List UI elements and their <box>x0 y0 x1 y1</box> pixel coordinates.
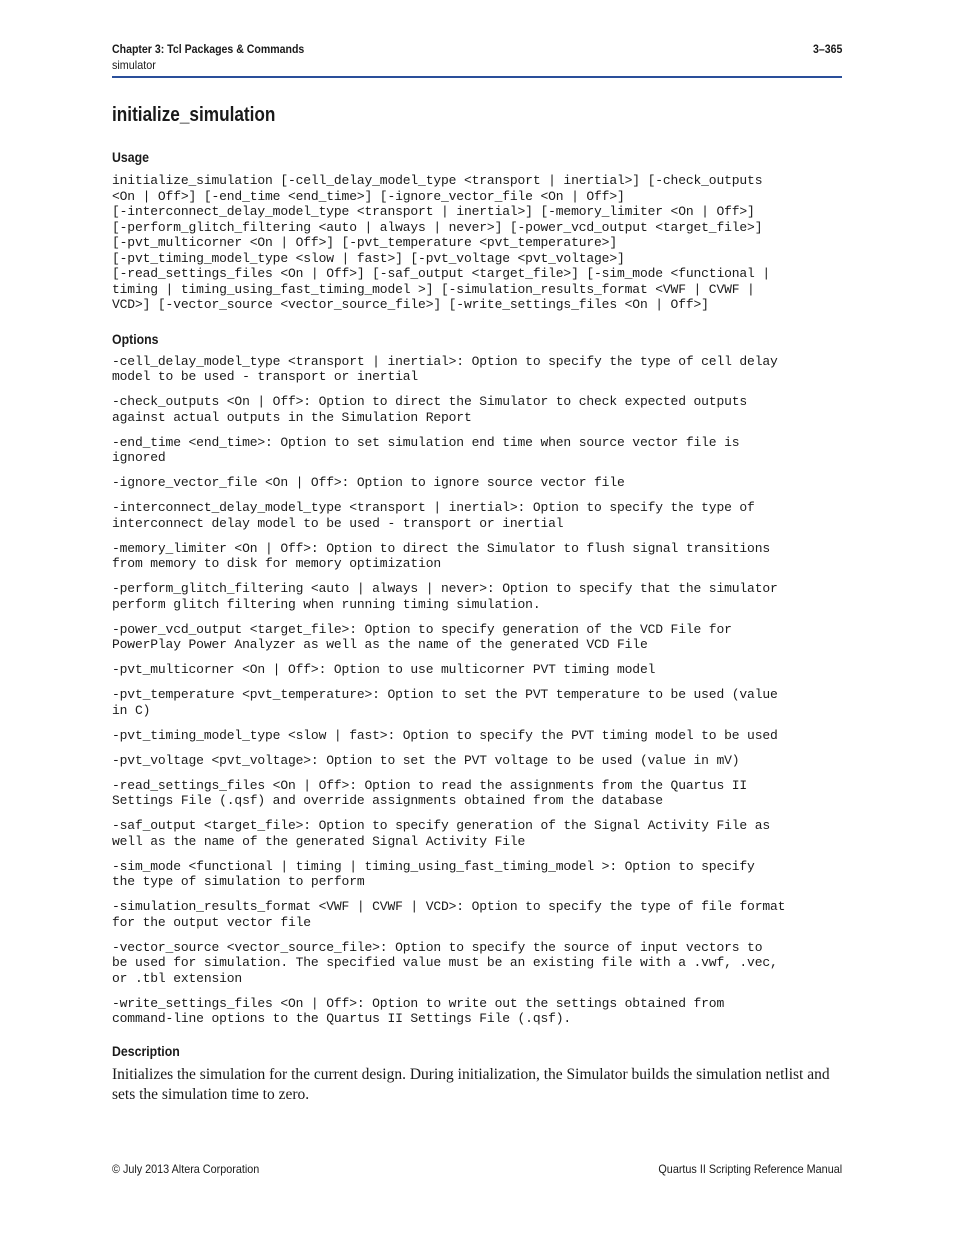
section-name: simulator <box>112 58 156 72</box>
option-item: -ignore_vector_file <On | Off>: Option to ignore source vector file <box>112 475 625 490</box>
option-item: -pvt_temperature <pvt_temperature>: Option to set the PVT temperature to be used (value in C) <box>112 687 778 718</box>
description-section <box>112 1043 847 1105</box>
footer-copyright: © July 2013 Altera Corporation <box>112 1162 260 1176</box>
options-heading: Options <box>112 330 159 347</box>
page-header <box>112 42 842 72</box>
usage-heading: Usage <box>112 149 149 165</box>
usage-section <box>112 149 847 313</box>
page-number: 3–365 <box>812 42 842 56</box>
description-text: Initializes the simulation for the current design. During initialization, the Simulator builds the simulation netlist and sets the simulation time to zero. <box>112 1065 830 1103</box>
command-title: initialize_simulation <box>112 104 276 126</box>
option-item: -interconnect_delay_model_type <transport | inertial>: Option to specify the type of interconnect delay model to be used - transport or inertial <box>112 500 755 531</box>
usage-syntax: initialize_simulation [-cell_delay_model_type <transport | inertial>] [-check_outputs <On | Off>] [-end_time <end_time>] [-ignore_vector_file <On | Off>] [-interconnect_delay_model_type <transport | inertial>] [-memory_limiter <On | Off>] [-perform_glitch_filtering <auto | always | never>] [-power_vcd_output <target_file>] [-pvt_multicorner <On | Off>] [-pvt_temperature <pvt_temperature>] [-pvt_timing_model_type <slow | fast>] [-pvt_voltage <pvt_voltage>] [-read_settings_files <On | Off>] [-saf_output <target_file>] [-sim_mode <functional | timing | timing_using_fast_timing_model >] [-simulation_results_format <VWF | CVWF | VCD>] [-vector_source <vector_source_file>] [-write_settings_files <On | Off>] <box>112 173 771 312</box>
header-row <box>112 42 842 56</box>
option-item: -read_settings_files <On | Off>: Option to read the assignments from the Quartus II Settings File (.qsf) and override assignments obtained from the database <box>112 777 748 808</box>
option-item: -simulation_results_format <VWF | CVWF | VCD>: Option to specify the type of file format for the output vector file <box>112 899 786 930</box>
option-item: -vector_source <vector_source_file>: Option to specify the source of input vectors to be used for simulation. The specified value must be an existing file with a .vwf, .vec, or .tbl extension <box>112 939 778 986</box>
chapter-title: Chapter 3: Tcl Packages & Commands <box>112 42 305 56</box>
option-item: -write_settings_files <On | Off>: Option to write out the settings obtained from command-line options to the Quartus II Settings File (.qsf). <box>112 995 725 1026</box>
option-item: -pvt_timing_model_type <slow | fast>: Option to specify the PVT timing model to be used <box>112 727 778 743</box>
footer-manual-title: Quartus II Scripting Reference Manual <box>658 1162 842 1176</box>
header-rule <box>112 76 842 78</box>
main-content <box>112 104 847 1105</box>
option-item: -pvt_multicorner <On | Off>: Option to use multicorner PVT timing model <box>112 662 656 677</box>
option-item: -perform_glitch_filtering <auto | always | never>: Option to specify that the simulator perform glitch filtering when running timing simulation. <box>112 581 778 612</box>
option-item: -sim_mode <functional | timing | timing_using_fast_timing_model >: Option to specify the type of simulation to perform <box>112 858 755 889</box>
option-item: -cell_delay_model_type <transport | inertial>: Option to specify the type of cell delay model to be used - transport or inertial <box>112 353 778 384</box>
option-item: -saf_output <target_file>: Option to specify generation of the Signal Activity File as well as the name of the generated Signal Activity File <box>112 818 771 849</box>
options-section <box>112 331 847 1027</box>
option-item: -pvt_voltage <pvt_voltage>: Option to set the PVT voltage to be used (value in mV) <box>112 752 740 768</box>
option-item: -memory_limiter <On | Off>: Option to direct the Simulator to flush signal transitions from memory to disk for memory optimization <box>112 540 771 571</box>
description-heading: Description <box>112 1042 180 1059</box>
page-footer <box>112 1162 842 1176</box>
option-item: -end_time <end_time>: Option to set simulation end time when source vector file is ignored <box>112 434 740 465</box>
option-item: -power_vcd_output <target_file>: Option to specify generation of the VCD File for PowerPlay Power Analyzer as well as the name of the generated VCD File <box>112 621 732 652</box>
option-item: -check_outputs <On | Off>: Option to direct the Simulator to check expected outputs against actual outputs in the Simulation Report <box>112 394 748 425</box>
